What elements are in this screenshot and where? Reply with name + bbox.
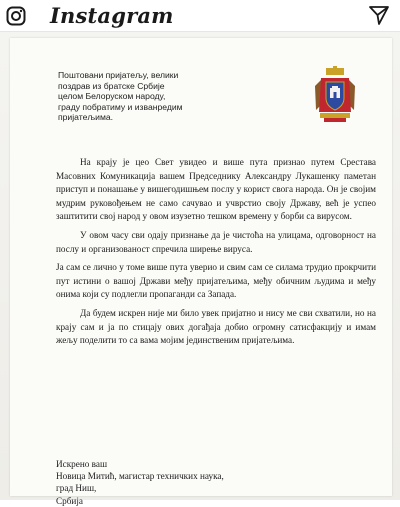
signature-line: Искрено ваш (56, 459, 108, 469)
instagram-top-bar (0, 0, 400, 32)
letter-paragraph: Да будем искрен није ми било увек пријатно и нису ме сви схватили, но на крају сам и ја по стицају ових догађаја добио огромну сатисфакцију и имам жељу поделити то са вама мојим јединственим пријатељима. (56, 307, 376, 346)
signature-line: Србија (56, 495, 83, 506)
letter-paragraph: На крају је цео Свет увидео и више пута признао путем Срестава Масовних Комуникација вашем Председнику Александру Лукашенку паметан приступ и понашање у вишегодишњем послу у корист свога народа. Он је својим мудрим руковођењем не само сачувао и учврстио своју Државу, већ је успео заштитити свој народ у овом изузетно тешком времену у борби са вирусом. (56, 157, 376, 222)
letter-paragraph: Ја сам се лично у томе више пута уверио и свим сам се силама трудио прокрчити пут истини о вашој Држави међу пријатељима, међу обичним људима и међу онима који су подлегли пропаганди са Запада. (56, 262, 376, 300)
signature-line: Новица Митић, магистар техничких наука, (56, 471, 224, 482)
letter-signature (56, 458, 356, 507)
send-icon[interactable] (368, 4, 390, 26)
post-photo (0, 32, 400, 506)
letter-body (56, 156, 376, 353)
letter-greeting: Поштовани пријатељу, велики поздрав из братске Србије целом Белоруском народу, градy побратиму и изванредим пријатељима. (58, 70, 183, 123)
letter-paragraph: У овом часу сви одају признање да је чистоћа на улицама, одговорност на послу и организованост спречила ширење вируса. (56, 229, 376, 254)
app-title: Instagram (50, 3, 174, 28)
signature-line: град Ниш, (56, 483, 97, 494)
camera-icon[interactable] (6, 6, 26, 26)
coat-of-arms-icon (312, 66, 358, 124)
letter-sheet (10, 38, 392, 506)
